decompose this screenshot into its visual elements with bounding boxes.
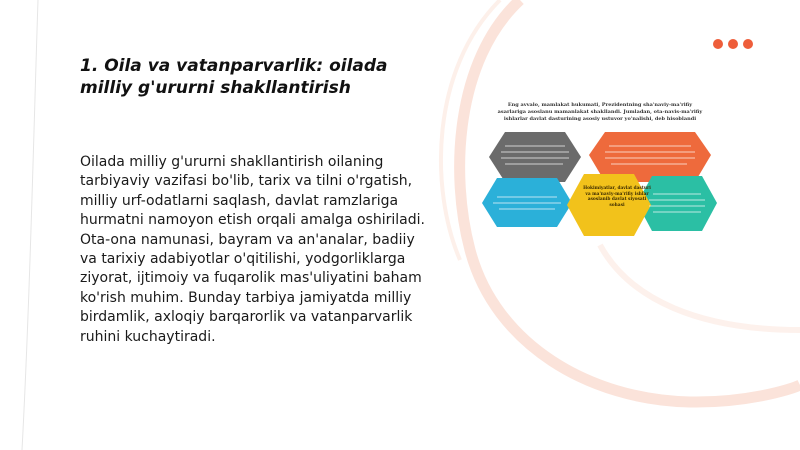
decor-dot <box>728 39 738 49</box>
slide-body: Oilada milliy g'ururni shakllantirish oilaning tarbiyaviy vazifasi bo'lib, tarix va tilni o'rgatish, milliy urf-odatlarni saqlash, davlat ramzlariga hurmatni namoyon etish orqali amalga oshiriladi. Ota-ona namunasi, bayram va an'analar, badiiy va tarixiy adabiyotlar o'qitilishi, yodgorliklarga ziyorat, ijtimoiy va fuqarolik mas'uliyatini baham ko'rish muhim. Bunday tarbiya jamiyatda milliy birdamlik, axloqiy barqarorlik va vatanparvarlik ruhini kuchaytiradi. <box>80 154 425 345</box>
hex-center-text: Hokimiyatlar, davlat dasturi va ma'naviy-ma'rifiy ishlar asoslanib davlat siyosati sohasi <box>583 186 651 208</box>
decor-dot <box>743 39 753 49</box>
left-line <box>22 0 38 450</box>
decor-dots <box>713 39 753 49</box>
slide-title: 1. Oila va vatanparvarlik: oilada milliy g'ururni shakllantirish <box>80 56 388 98</box>
hex-gray <box>489 132 581 182</box>
ring-arc-faint <box>600 245 800 330</box>
figure-caption: Eng avvalo, mamlakat hukumati, Prezidentning sha'naviy-ma'rifiy asarlariga asoslanu mamanlakat shakllandi. Jumladan, ota-navis-ma'rifiy ishlarlar davlat dasturining asosiy ustuvor yo'nalishi, deb hisoblandi <box>497 102 703 122</box>
decor-dot <box>713 39 723 49</box>
